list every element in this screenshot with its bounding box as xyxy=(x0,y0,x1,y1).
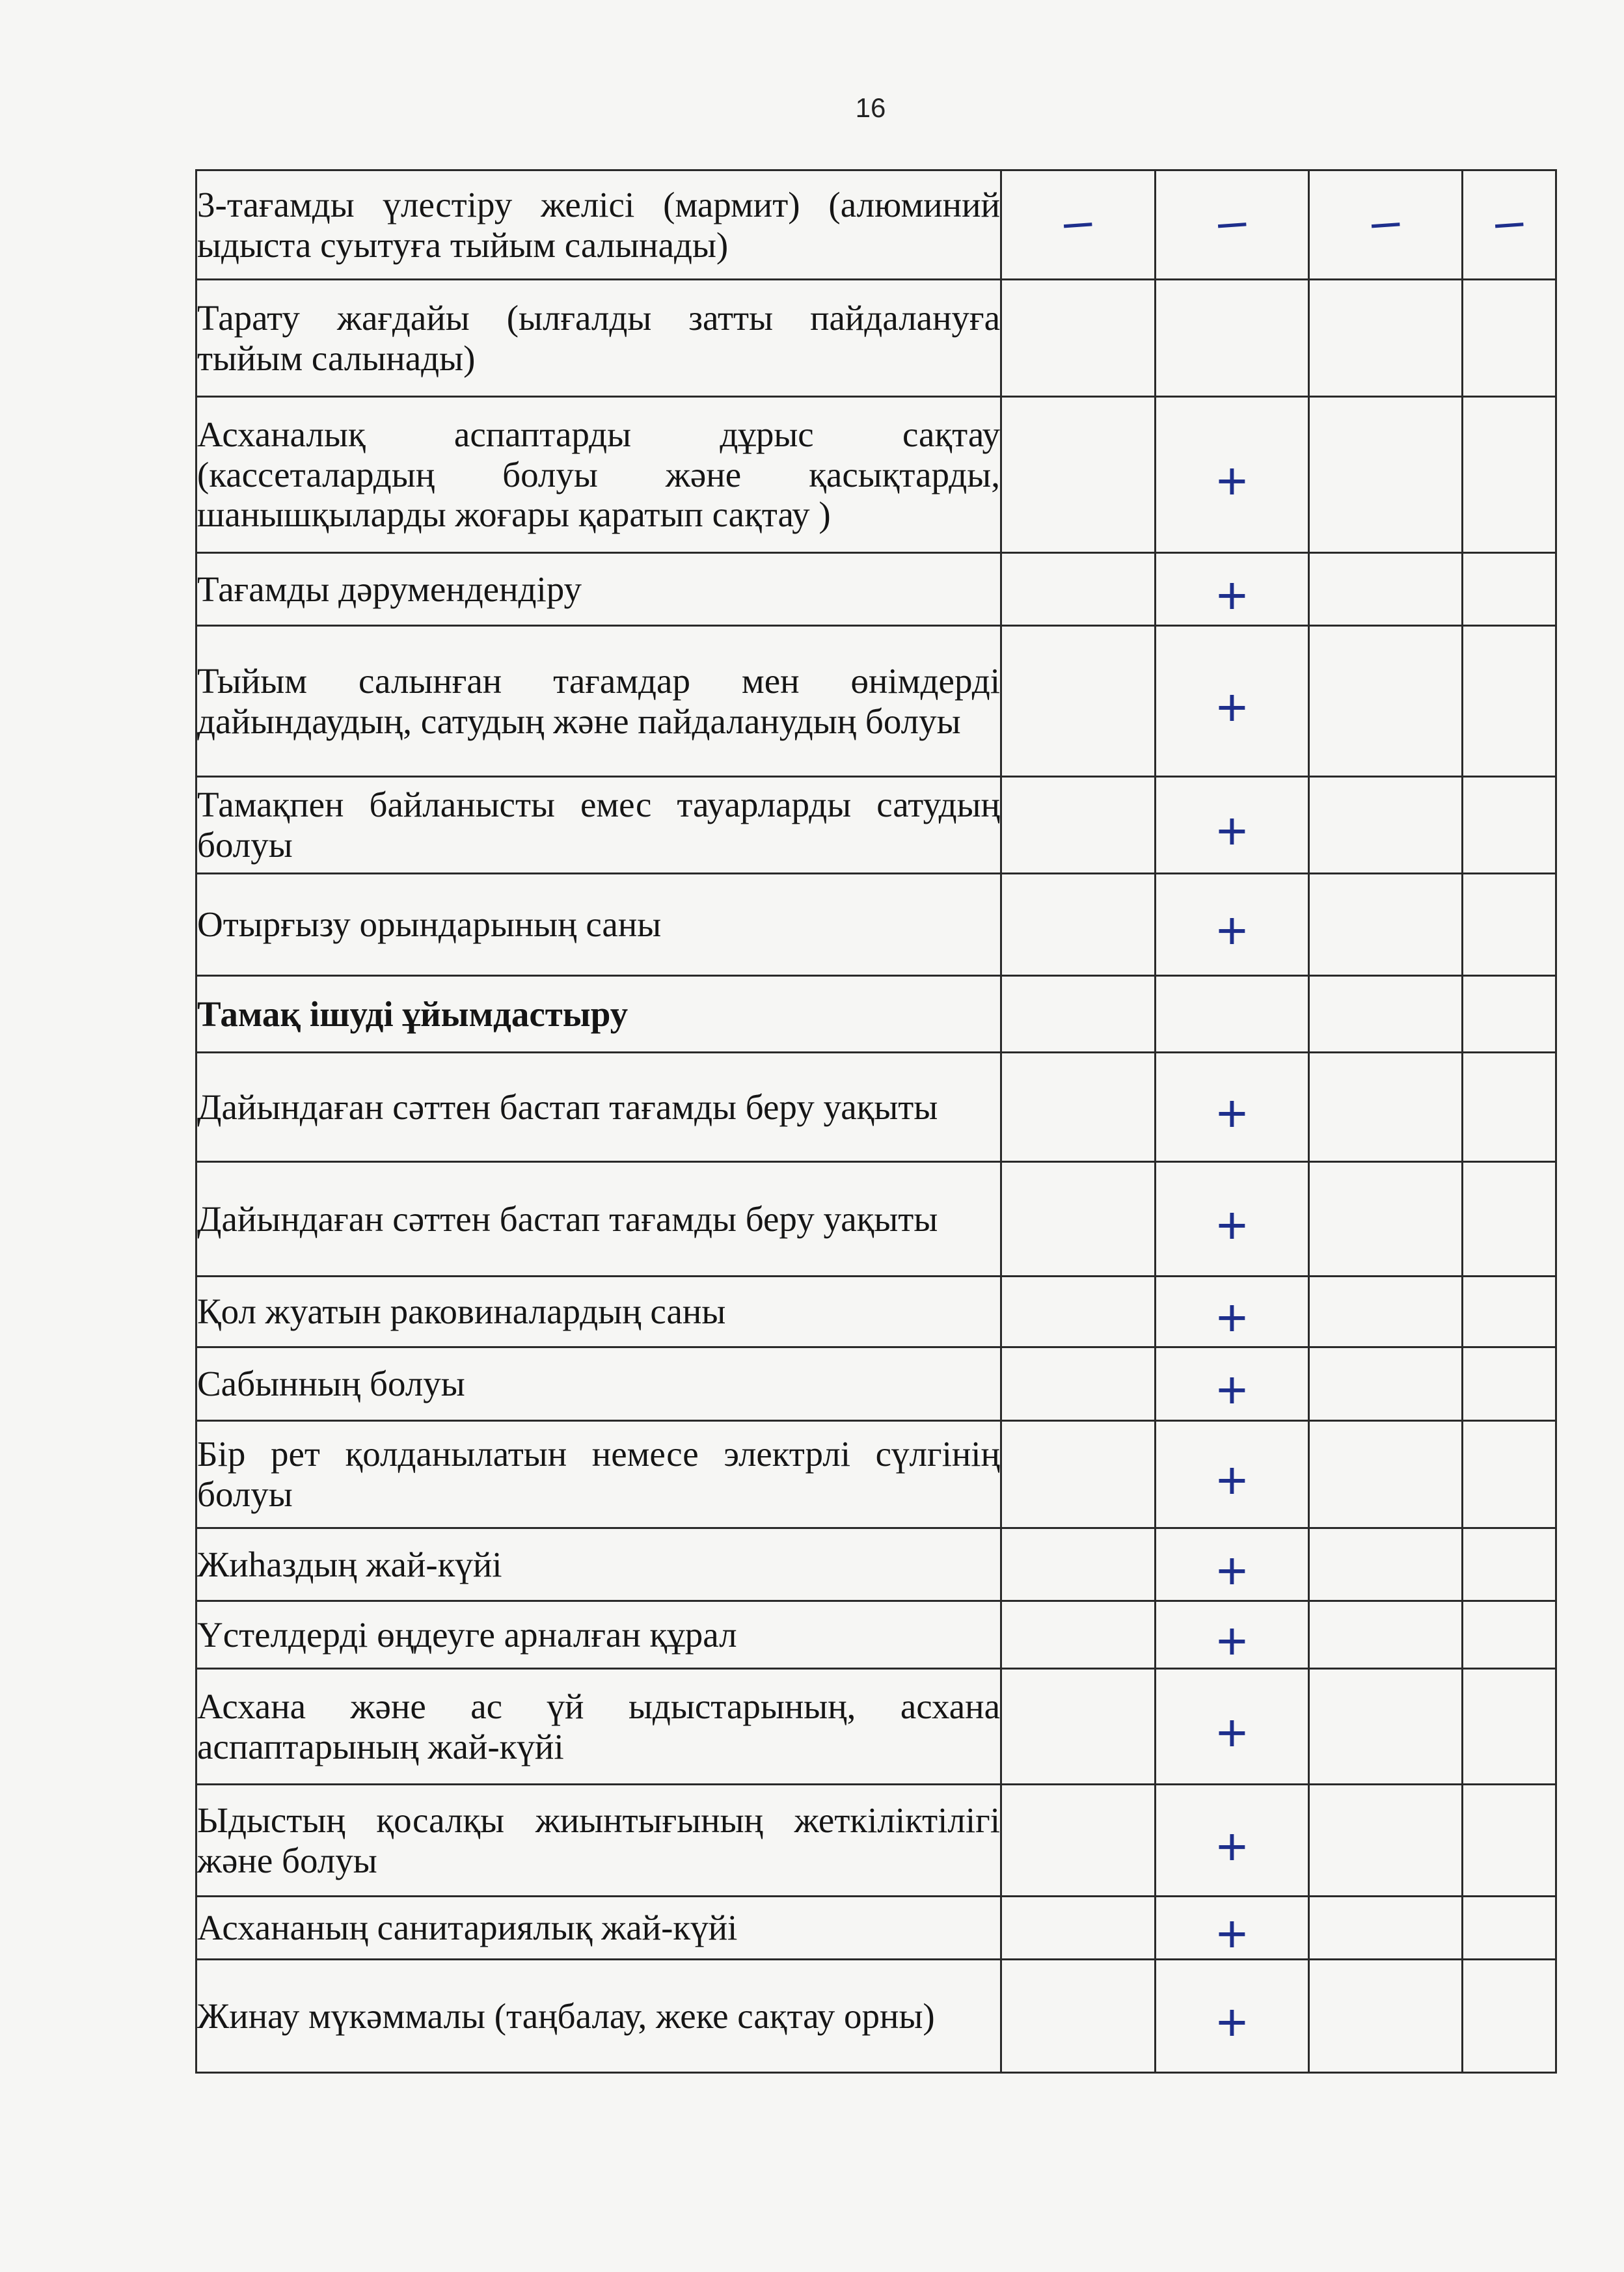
mark-cell xyxy=(1309,1669,1463,1785)
mark-cell xyxy=(1001,1960,1156,2073)
handwritten-plus-mark: + xyxy=(1216,1992,1248,2052)
mark-cell xyxy=(1001,280,1156,397)
mark-cell xyxy=(1001,1347,1156,1421)
mark-cell xyxy=(1001,553,1156,626)
table-row xyxy=(196,626,1556,777)
handwritten-plus-mark: + xyxy=(1216,1611,1248,1671)
mark-cell xyxy=(1001,1053,1156,1162)
table-row xyxy=(196,1277,1556,1347)
mark-cell xyxy=(1001,1421,1156,1528)
table-row xyxy=(196,397,1556,553)
mark-cell xyxy=(1309,553,1463,626)
indicator-cell: Үстелдерді өңдеуге арналған құрал xyxy=(196,1601,1001,1669)
indicator-cell: Тамақпен байланысты емес тауарларды сатудың болуы xyxy=(196,777,1001,874)
mark-cell xyxy=(1463,280,1556,397)
mark-cell xyxy=(1309,1162,1463,1277)
mark-cell xyxy=(1463,976,1556,1053)
mark-cell xyxy=(1463,626,1556,777)
handwritten-plus-mark: + xyxy=(1216,1195,1248,1255)
mark-cell xyxy=(1156,1669,1309,1785)
mark-cell xyxy=(1156,280,1309,397)
indicator-cell: Сабынның болуы xyxy=(196,1347,1001,1421)
table-row xyxy=(196,170,1556,280)
table-row xyxy=(196,874,1556,976)
handwritten-dash-mark: – xyxy=(1369,191,1401,250)
mark-cell xyxy=(1463,1347,1556,1421)
mark-cell xyxy=(1156,777,1309,874)
mark-cell xyxy=(1156,976,1309,1053)
table-row xyxy=(196,1669,1556,1785)
mark-cell xyxy=(1156,170,1309,280)
mark-cell xyxy=(1309,1347,1463,1421)
mark-cell xyxy=(1463,1669,1556,1785)
mark-cell xyxy=(1463,1601,1556,1669)
table-row xyxy=(196,1347,1556,1421)
handwritten-plus-mark: + xyxy=(1216,1541,1248,1601)
table-row xyxy=(196,1162,1556,1277)
indicator-cell: 3-тағамды үлестіру желісі (мармит) (алюминий ыдыста суытуға тыйым салынады) xyxy=(196,170,1001,280)
mark-cell xyxy=(1001,1785,1156,1897)
handwritten-plus-mark: + xyxy=(1216,451,1248,511)
indicator-cell: Асханалық аспаптарды дұрыс сақтау (кассеталардың болуы және қасықтарды, шанышқыларды жоғары қаратып сақтау ) xyxy=(196,397,1001,553)
handwritten-plus-mark: + xyxy=(1216,1817,1248,1876)
mark-cell xyxy=(1463,553,1556,626)
indicator-cell: Отырғызу орындарының саны xyxy=(196,874,1001,976)
table-row xyxy=(196,1421,1556,1528)
indicator-cell: Тарату жағдайы (ылғалды затты пайдалануға тыйым салынады) xyxy=(196,280,1001,397)
mark-cell xyxy=(1309,1053,1463,1162)
handwritten-plus-mark: + xyxy=(1216,1083,1248,1143)
table-row xyxy=(196,280,1556,397)
section-row xyxy=(196,976,1556,1053)
mark-cell xyxy=(1309,777,1463,874)
handwritten-dash-mark: – xyxy=(1493,191,1525,250)
mark-cell xyxy=(1156,1601,1309,1669)
indicator-cell: Жиһаздың жай-күйі xyxy=(196,1528,1001,1601)
mark-cell xyxy=(1463,1053,1556,1162)
mark-cell xyxy=(1001,1277,1156,1347)
indicator-cell: Дайындаған сәттен бастап тағамды беру уақыты xyxy=(196,1162,1001,1277)
mark-cell xyxy=(1309,1277,1463,1347)
mark-cell xyxy=(1156,874,1309,976)
indicator-cell: Ыдыстың қосалқы жиынтығының жеткіліктілігі және болуы xyxy=(196,1785,1001,1897)
mark-cell xyxy=(1463,1421,1556,1528)
handwritten-dash-mark: – xyxy=(1061,191,1094,250)
table-row xyxy=(196,1960,1556,2073)
mark-cell xyxy=(1463,1162,1556,1277)
handwritten-plus-mark: + xyxy=(1216,1451,1248,1510)
mark-cell xyxy=(1001,1601,1156,1669)
table-row xyxy=(196,777,1556,874)
table-row xyxy=(196,1897,1556,1960)
mark-cell xyxy=(1156,1421,1309,1528)
mark-cell xyxy=(1309,1785,1463,1897)
page-number: 16 xyxy=(855,92,886,123)
mark-cell xyxy=(1463,1277,1556,1347)
mark-cell xyxy=(1463,1897,1556,1960)
indicator-cell: Тағамды дәрумендендіру xyxy=(196,553,1001,626)
mark-cell xyxy=(1156,397,1309,553)
mark-cell xyxy=(1001,1528,1156,1601)
table-row xyxy=(196,553,1556,626)
section-heading: Тамақ ішуді ұйымдастыру xyxy=(196,976,1001,1053)
mark-cell xyxy=(1463,1785,1556,1897)
mark-cell xyxy=(1463,1528,1556,1601)
mark-cell xyxy=(1156,1960,1309,2073)
indicator-cell: Жинау мүкәммалы (таңбалау, жеке сақтау орны) xyxy=(196,1960,1001,2073)
mark-cell xyxy=(1309,1421,1463,1528)
table-row xyxy=(196,1528,1556,1601)
mark-cell xyxy=(1463,397,1556,553)
mark-cell xyxy=(1309,976,1463,1053)
handwritten-plus-mark: + xyxy=(1216,1288,1248,1347)
mark-cell xyxy=(1001,874,1156,976)
mark-cell xyxy=(1001,1897,1156,1960)
mark-cell xyxy=(1156,1347,1309,1421)
mark-cell xyxy=(1309,626,1463,777)
mark-cell xyxy=(1001,397,1156,553)
mark-cell xyxy=(1001,626,1156,777)
checklist-table xyxy=(195,169,1557,2074)
mark-cell xyxy=(1309,1960,1463,2073)
handwritten-plus-mark: + xyxy=(1216,1703,1248,1763)
mark-cell xyxy=(1001,1669,1156,1785)
mark-cell xyxy=(1463,170,1556,280)
handwritten-plus-mark: + xyxy=(1216,565,1248,625)
mark-cell xyxy=(1309,1601,1463,1669)
indicator-cell: Бір рет қолданылатын немесе электрлі сүлгінің болуы xyxy=(196,1421,1001,1528)
indicator-cell: Қол жуатын раковиналардың саны xyxy=(196,1277,1001,1347)
mark-cell xyxy=(1001,1162,1156,1277)
indicator-cell: Асхана және ас үй ыдыстарының, асхана аспаптарының жай-күйі xyxy=(196,1669,1001,1785)
mark-cell xyxy=(1156,1053,1309,1162)
handwritten-dash-mark: – xyxy=(1215,191,1248,250)
mark-cell xyxy=(1001,170,1156,280)
mark-cell xyxy=(1463,874,1556,976)
mark-cell xyxy=(1156,553,1309,626)
handwritten-plus-mark: + xyxy=(1216,802,1248,861)
table-row xyxy=(196,1601,1556,1669)
handwritten-plus-mark: + xyxy=(1216,677,1248,737)
mark-cell xyxy=(1156,1277,1309,1347)
table-row xyxy=(196,1785,1556,1897)
mark-cell xyxy=(1001,976,1156,1053)
mark-cell xyxy=(1309,280,1463,397)
mark-cell xyxy=(1156,1528,1309,1601)
mark-cell xyxy=(1156,1785,1309,1897)
mark-cell xyxy=(1463,777,1556,874)
handwritten-plus-mark: + xyxy=(1216,1360,1248,1420)
handwritten-plus-mark: + xyxy=(1216,901,1248,960)
mark-cell xyxy=(1309,874,1463,976)
mark-cell xyxy=(1309,397,1463,553)
mark-cell xyxy=(1463,1960,1556,2073)
mark-cell xyxy=(1156,626,1309,777)
indicator-cell: Асхананың санитариялық жай-күйі xyxy=(196,1897,1001,1960)
indicator-cell: Тыйым салынған тағамдар мен өнімдерді дайындаудың, сатудың және пайдаланудың болуы xyxy=(196,626,1001,777)
handwritten-plus-mark: + xyxy=(1216,1904,1248,1964)
table-row xyxy=(196,1053,1556,1162)
mark-cell xyxy=(1309,1528,1463,1601)
mark-cell xyxy=(1001,777,1156,874)
mark-cell xyxy=(1156,1897,1309,1964)
mark-cell xyxy=(1156,1162,1309,1277)
mark-cell xyxy=(1309,170,1463,280)
mark-cell xyxy=(1309,1897,1463,1960)
indicator-cell: Дайындаған сәттен бастап тағамды беру уақыты xyxy=(196,1053,1001,1162)
